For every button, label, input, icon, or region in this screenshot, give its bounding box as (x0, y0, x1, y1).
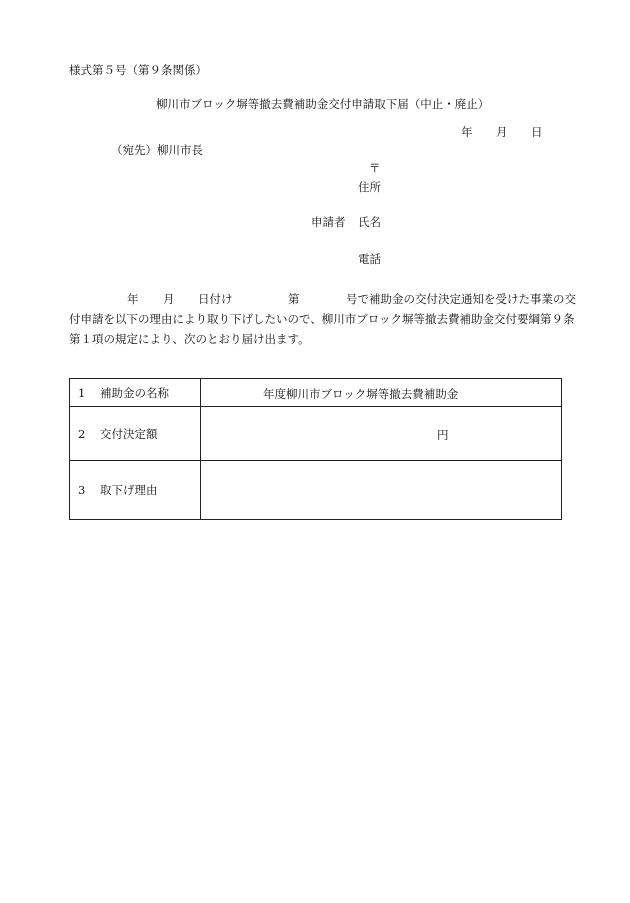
body-line-2: 付申請を以下の理由により取り下げしたいので、柳川市ブロック塀等撤去費補助金交付要綱第９条 (69, 312, 575, 326)
date-year: 年 (461, 125, 473, 139)
row-label-cell (70, 407, 201, 461)
row-value-cell (201, 407, 562, 461)
row-value-cell (201, 461, 562, 520)
body-line-3: 第１項の規定により、次のとおり届け出ます。 (69, 332, 310, 346)
table-row (70, 461, 562, 520)
date-month: 月 (496, 125, 508, 139)
row-value-cell (201, 379, 562, 407)
name-label: 氏名 (358, 215, 381, 229)
body-dai: 第 (288, 292, 300, 306)
body-line-1 (69, 289, 579, 309)
body-dated: 日付け (198, 292, 233, 306)
date-day: 日 (531, 125, 543, 139)
postal-mark: 〒 (369, 161, 381, 175)
form-number-label: 様式第５号（第９条関係） (69, 63, 207, 77)
row-label-cell (70, 379, 201, 407)
row-label: 補助金の名称 (100, 385, 169, 400)
row-number: 2 (78, 426, 86, 441)
body-line-1-rest: 号で補助金の交付決定通知を受けた事業の交 (346, 292, 576, 306)
amount-yen-unit: 円 (437, 428, 449, 442)
address-label: 住所 (358, 180, 381, 194)
subsidy-name-value: 年度柳川市ブロック塀等撤去費補助金 (263, 387, 459, 401)
table-row (70, 379, 562, 407)
row-label: 取下げ理由 (100, 483, 158, 497)
body-year: 年 (127, 292, 139, 306)
row-number: 3 (78, 483, 86, 497)
table-row (70, 407, 562, 461)
body-paragraph (69, 289, 579, 349)
row-label: 交付決定額 (100, 426, 158, 441)
details-table (69, 378, 562, 520)
row-label-cell (70, 461, 201, 520)
phone-label: 電話 (358, 252, 381, 266)
addressee: （宛先）柳川市長 (111, 143, 203, 157)
row-number: 1 (78, 385, 86, 400)
applicant-label: 申請者 (311, 215, 346, 229)
body-month: 月 (163, 292, 175, 306)
document-title: 柳川市ブロック塀等撤去費補助金交付申請取下届（中止・廃止） (156, 97, 490, 111)
